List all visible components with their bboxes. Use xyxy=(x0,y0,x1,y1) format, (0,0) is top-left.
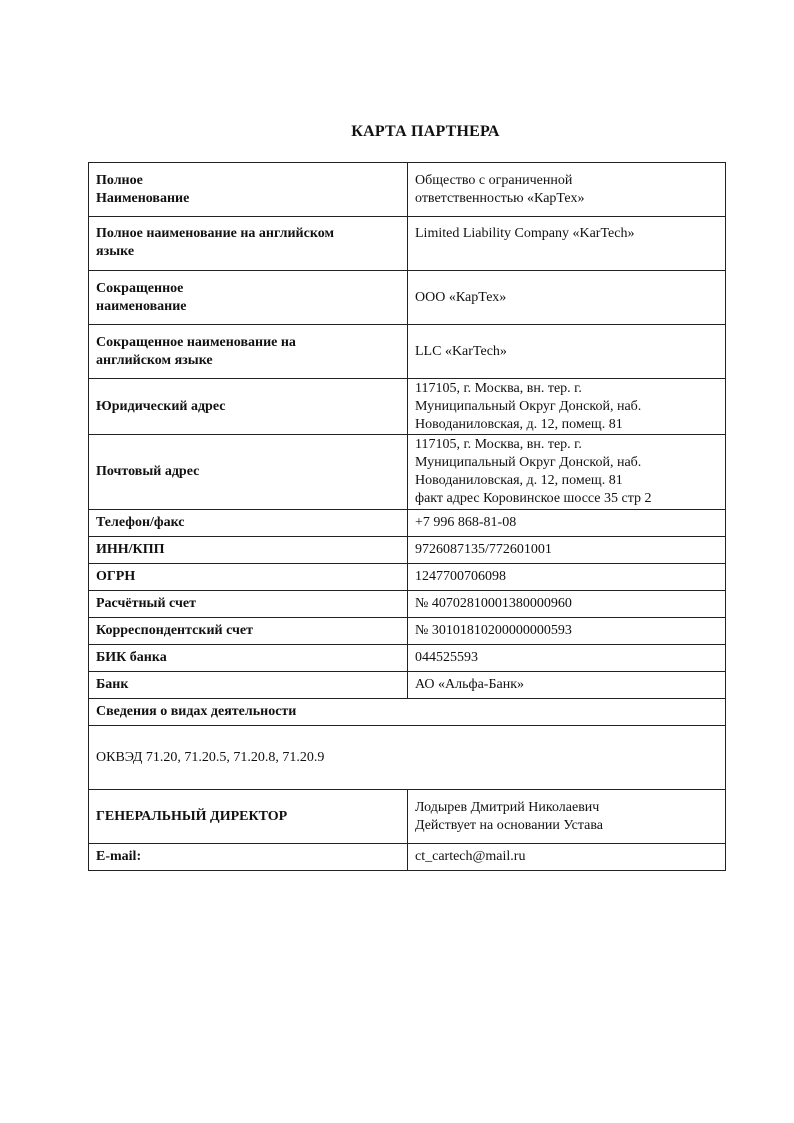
email-label: E-mail: xyxy=(89,844,408,871)
legal-address-value: 117105, г. Москва, вн. тер. г. Муниципальный Округ Донской, наб. Новоданиловская, д. 12, помещ. 81 xyxy=(408,379,726,435)
table-row-director xyxy=(89,790,726,844)
short-name-en-value: LLC «KarTech» xyxy=(408,325,726,379)
table-row-phone xyxy=(89,510,726,537)
table-row-activities-header xyxy=(89,699,726,726)
director-value: Лодырев Дмитрий Николаевич Действует на основании Устава xyxy=(408,790,726,844)
partner-card-table xyxy=(88,162,726,871)
email-value: ct_cartech@mail.ru xyxy=(408,844,726,871)
bank-value: АО «Альфа-Банк» xyxy=(408,672,726,699)
full-name-label: Полное Наименование xyxy=(89,163,408,217)
full-name-value: Общество с ограниченной ответственностью «КарТех» xyxy=(408,163,726,217)
short-name-label: Сокращенное наименование xyxy=(89,271,408,325)
director-label: ГЕНЕРАЛЬНЫЙ ДИРЕКТОР xyxy=(89,790,408,844)
activities-label: Сведения о видах деятельности xyxy=(89,699,726,726)
corr-account-label: Корреспондентский счет xyxy=(89,618,408,645)
table-row-bank xyxy=(89,672,726,699)
settlement-account-value: № 40702810001380000960 xyxy=(408,591,726,618)
full-name-en-value: Limited Liability Company «KarTech» xyxy=(408,217,726,271)
full-name-en-label: Полное наименование на английском языке xyxy=(89,217,408,271)
bik-value: 044525593 xyxy=(408,645,726,672)
table-row-short-name-en xyxy=(89,325,726,379)
table-row-full-name-en xyxy=(89,217,726,271)
phone-label: Телефон/факс xyxy=(89,510,408,537)
ogrn-label: ОГРН xyxy=(89,564,408,591)
postal-address-value: 117105, г. Москва, вн. тер. г. Муниципальный Округ Донской, наб. Новоданиловская, д. 12, помещ. 81 факт адрес Коровинское шоссе 35 стр 2 xyxy=(408,435,726,510)
corr-account-value: № 30101810200000000593 xyxy=(408,618,726,645)
short-name-value: ООО «КарТех» xyxy=(408,271,726,325)
bik-label: БИК банка xyxy=(89,645,408,672)
inn-kpp-value: 9726087135/772601001 xyxy=(408,537,726,564)
table-row-inn-kpp xyxy=(89,537,726,564)
table-row-full-name xyxy=(89,163,726,217)
postal-address-label: Почтовый адрес xyxy=(89,435,408,510)
table-row-settlement-account xyxy=(89,591,726,618)
table-row-bik xyxy=(89,645,726,672)
table-row-activities-value xyxy=(89,726,726,790)
activities-value: ОКВЭД 71.20, 71.20.5, 71.20.8, 71.20.9 xyxy=(89,726,726,790)
bank-label: Банк xyxy=(89,672,408,699)
legal-address-label: Юридический адрес xyxy=(89,379,408,435)
settlement-account-label: Расчётный счет xyxy=(89,591,408,618)
table-row-email xyxy=(89,844,726,871)
page-title: КАРТА ПАРТНЕРА xyxy=(351,123,500,140)
table-row-short-name xyxy=(89,271,726,325)
table-row-corr-account xyxy=(89,618,726,645)
table-row-legal-address xyxy=(89,379,726,435)
table-row-ogrn xyxy=(89,564,726,591)
short-name-en-label: Сокращенное наименование на английском языке xyxy=(89,325,408,379)
table-row-postal-address xyxy=(89,435,726,510)
phone-value: +7 996 868-81-08 xyxy=(408,510,726,537)
inn-kpp-label: ИНН/КПП xyxy=(89,537,408,564)
ogrn-value: 1247700706098 xyxy=(408,564,726,591)
